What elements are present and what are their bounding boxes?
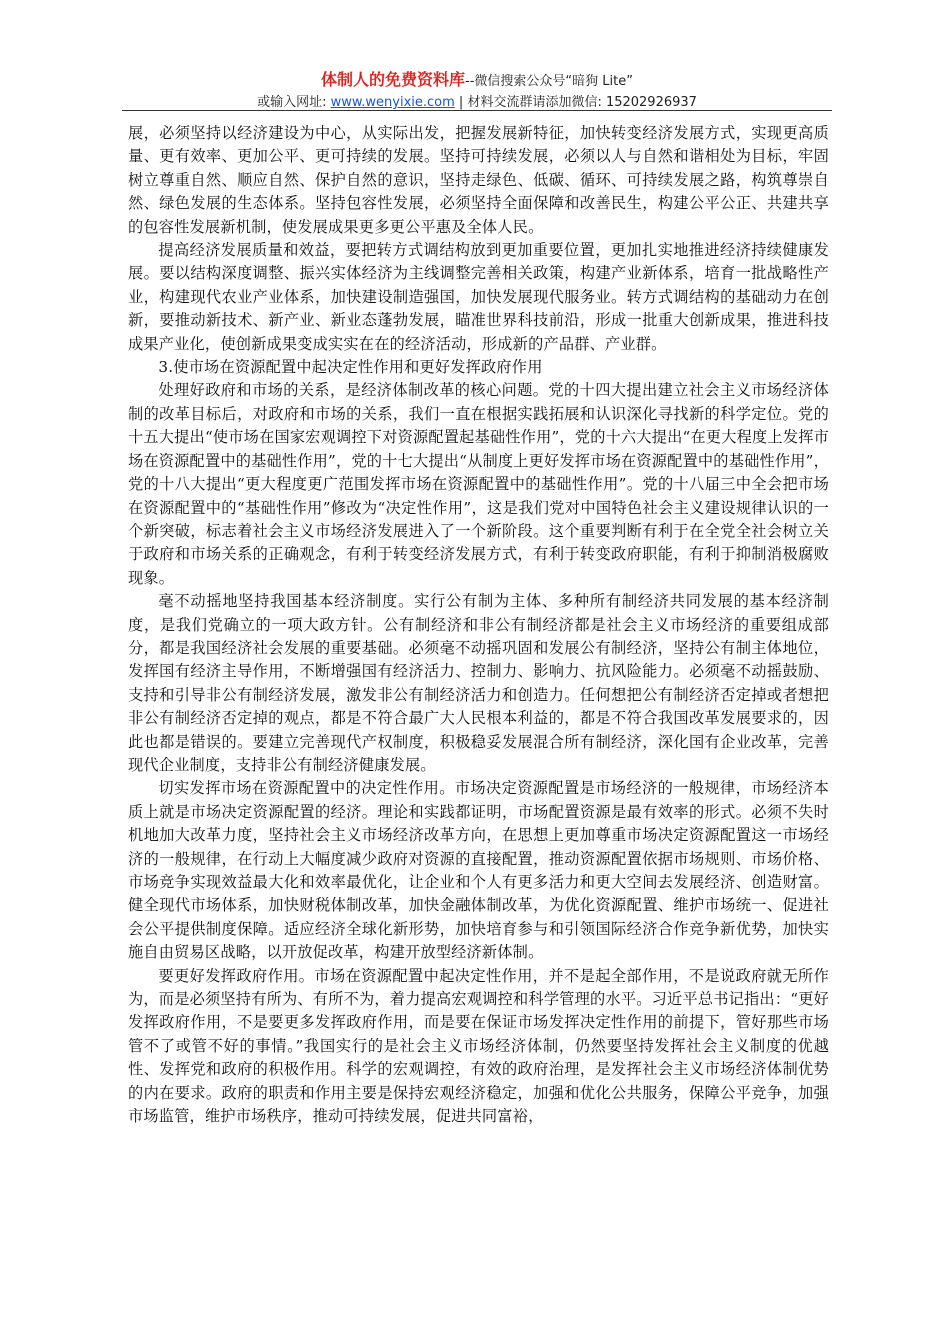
header-title-line xyxy=(122,70,832,92)
paragraph-3: 处理好政府和市场的关系，是经济体制改革的核心问题。党的十四大提出建立社会主义市场经济体制的改革目标后，对政府和市场的关系，我们一直在根据实践拓展和认识深化寻找新的科学定位。党的十五大提出“使市场在国家宏观调控下对资源配置起基础性作用”，党的十六大提出“在更大程度上发挥市场在资源配置中的基础性作用”，党的十七大提出“从制度上更好发挥市场在资源配置中的基础性作用”，党的十八大提出“更大程度更广范围发挥市场在资源配置中的基础性作用”。党的十八届三中全会把市场在资源配置中的“基础性作用”修改为“决定性作用”，这是我们党对中国特色社会主义建设规律认识的一个新突破，标志着社会主义市场经济发展进入了一个新阶段。这个重要判断有利于在全党全社会树立关于政府和市场关系的正确观念，有利于转变经济发展方式，有利于转变政府职能，有利于抑制消极腐败现象。 xyxy=(128,381,829,587)
paragraph-5: 切实发挥市场在资源配置中的决定性作用。市场决定资源配置是市场经济的一般规律，市场经济本质上就是市场决定资源配置的经济。理论和实践都证明，市场配置资源是最有效率的形式。必须不失时机地加大改革力度，坚持社会主义市场经济改革方向，在思想上更加尊重市场决定资源配置这一市场经济的一般规律，在行动上大幅度减少政府对资源的直接配置，推动资源配置依据市场规则、市场价格、市场竞争实现效益最大化和效率最优化，让企业和个人有更多活力和更大空间去发展经济、创造财富。健全现代市场体系，加快财税体制改革，加快金融体制改革，为优化资源配置、维护市场统一、促进社会公平提供制度保障。适应经济全球化新形势，加快培育参与和引领国际经济合作竞争新优势，加快实施自由贸易区战略，以开放促改革，构建开放型经济新体制。 xyxy=(128,779,829,962)
website-link[interactable]: www.wenyixie.com xyxy=(330,95,455,110)
paragraph-4: 毫不动摇地坚持我国基本经济制度。实行公有制为主体、多种所有制经济共同发展的基本经济制度，是我们党确立的一项大政方针。公有制经济和非公有制经济都是社会主义市场经济的重要组成部分，都是我国经济社会发展的重要基础。必须毫不动摇巩固和发展公有制经济，坚持公有制主体地位，发挥国有经济主导作用，不断增强国有经济活力、控制力、影响力、抗风险能力。必须毫不动摇鼓励、支持和引导非公有制经济发展，激发非公有制经济活力和创造力。任何想把公有制经济否定掉或者想把非公有制经济否定掉的观点，都是不符合最广大人民根本利益的，都是不符合我国改革发展要求的，因此也都是错误的。要建立完善现代产权制度，积极稳妥发展混合所有制经济，深化国有企业改革，完善现代企业制度，支持非公有制经济健康发展。 xyxy=(128,592,829,774)
header-divider xyxy=(122,110,832,111)
contact-text: | 材料交流群请添加微信: 15202926937 xyxy=(454,95,697,110)
url-prefix: 或输入网址: xyxy=(257,95,331,110)
document-body xyxy=(128,122,829,1128)
page-header xyxy=(122,70,832,112)
header-tagline: --微信搜索公众号“暗狗 Lite” xyxy=(465,74,633,89)
site-name: 体制人的免费资料库 xyxy=(321,70,466,89)
paragraph-6: 要更好发挥政府作用。市场在资源配置中起决定性作用，并不是起全部作用，不是说政府就无所作为，而是必须坚持有所为、有所不为，着力提高宏观调控和科学管理的水平。习近平总书记指出：“更好发挥政府作用，不是要更多发挥政府作用，而是要在保证市场发挥决定性作用的前提下，管好那些市场管不了或管不好的事情。”我国实行的是社会主义市场经济体制，仍然要坚持发挥社会主义制度的优越性、发挥党和政府的积极作用。科学的宏观调控，有效的政府治理，是发挥社会主义市场经济体制优势的内在要求。政府的职责和作用主要是保持宏观经济稳定，加强和优化公共服务，保障公平竞争，加强市场监管，维护市场秩序，推动可持续发展，促进共同富裕， xyxy=(128,966,829,1126)
paragraph-2: 提高经济发展质量和效益，要把转方式调结构放到更加重要位置，更加扎实地推进经济持续健康发展。要以结构深度调整、振兴实体经济为主线调整完善相关政策，构建产业新体系，培育一批战略性产业，构建现代农业产业体系，加快建设制造强国，加快发展现代服务业。转方式调结构的基础动力在创新，要推动新技术、新产业、新业态蓬勃发展，瞄准世界科技前沿，形成一批重大创新成果，推进科技成果产业化，使创新成果变成实实在在的经济活动，形成新的产品群、产业群。 xyxy=(128,241,829,353)
paragraph-1: 展，必须坚持以经济建设为中心，从实际出发，把握发展新特征，加快转变经济发展方式，实现更高质量、更有效率、更加公平、更可持续的发展。坚持可持续发展，必须以人与自然和谐相处为目标，牢固树立尊重自然、顺应自然、保护自然的意识，坚持走绿色、低碳、循环、可持续发展之路，构筑尊崇自然、绿色发展的生态体系。坚持包容性发展，必须坚持全面保障和改善民生，构建公平公正、共建共享的包容性发展新机制，使发展成果更多更公平惠及全体人民。 xyxy=(128,124,829,236)
section-heading: 3.使市场在资源配置中起决定性作用和更好发挥政府作用 xyxy=(158,358,543,377)
